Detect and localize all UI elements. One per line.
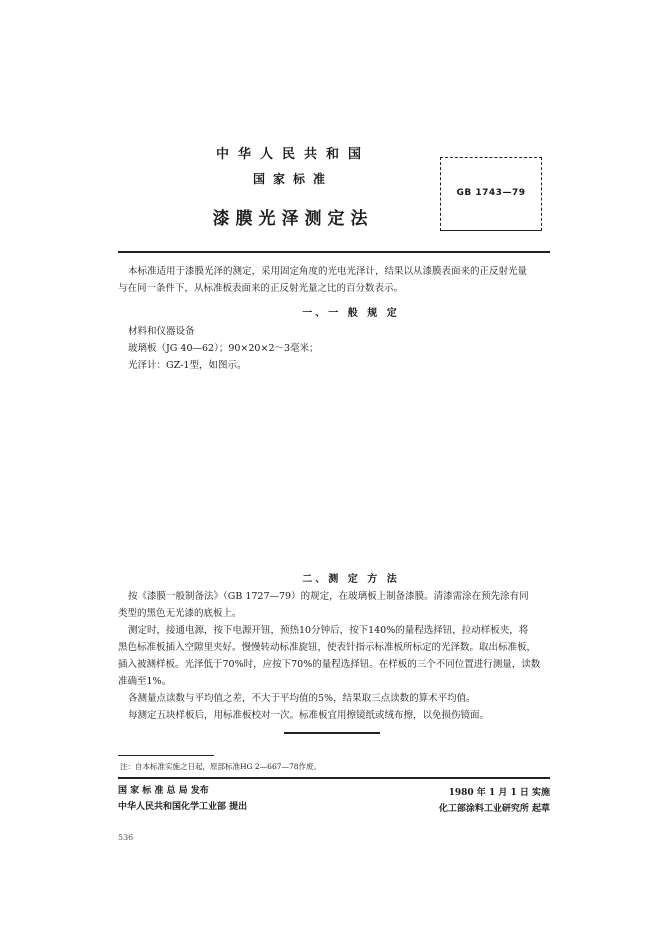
- section2-line: 准确至1%。: [118, 676, 172, 687]
- section1-item: 光泽计：GZ-1型，如图示。: [128, 360, 247, 371]
- section2-line: 插入被测样板。光泽低于70%时，应按下70%的量程选择钮。在样板的三个不同位置进行测量，读数: [118, 659, 541, 670]
- standard-code: GB 1743—79: [456, 188, 526, 198]
- page-number: 536: [118, 833, 134, 842]
- note: 注：自本标准实施之日起，原部标准HG 2—667—78作废。: [120, 762, 322, 771]
- note-rule: [118, 755, 214, 756]
- section2-line: 每测定五块样板后，用标准板校对一次。标准板宜用擦镜纸或绒布擦，以免损伤镜面。: [128, 710, 490, 721]
- section1-heading: 一、一 般 规 定: [302, 308, 400, 319]
- header-national-standard: 国家标准: [252, 172, 333, 186]
- footer-proposer: 中华人民共和国化学工业部 提出: [118, 802, 248, 812]
- end-rule: [284, 732, 380, 734]
- section1-item: 玻璃板（JG 40—62）；90×20×2～3毫米；: [128, 343, 319, 354]
- header-country: 中华人民共和国: [215, 147, 370, 162]
- footer-rule: [118, 777, 550, 779]
- section2-heading: 二、测 定 方 法: [302, 574, 400, 585]
- section2-line: 黑色标准板插入空隙里夹好。慢慢转动标准旋钮，使表针指示标准板所标定的光泽数。取出标准板，: [118, 642, 537, 653]
- footer-issuer: 国 家 标 准 总 局 发布: [118, 786, 209, 796]
- section2-line: 各测量点读数与平均值之差，不大于平均值的5%，结果取三点读数的算术平均值。: [128, 693, 476, 704]
- section2-line: 按《漆膜一般制备法》（GB 1727—79）的规定，在玻璃板上制备漆膜。清漆需涂在预先涂有同: [128, 591, 529, 602]
- section1-item: 材料和仪器设备: [128, 326, 195, 337]
- section2-line: 测定时，接通电源，按下电源开钮，预热10分钟后，按下140%的量程选择钮，拉动样板夹，将: [128, 625, 529, 636]
- footer-date: 1980 年 1 月 1 日 实施: [448, 788, 550, 798]
- intro-line-2: 与在同一条件下，从标准板表面来的正反射光量之比的百分数表示。: [118, 283, 404, 294]
- document-title: 漆膜光泽测定法: [212, 209, 374, 229]
- section2-line: 类型的黑色无光漆的底板上。: [118, 608, 242, 619]
- footer-drafter: 化工部涂料工业研究所 起草: [438, 804, 550, 814]
- standard-code-box: [440, 157, 542, 231]
- intro-line-1: 本标准适用于漆膜光泽的测定，采用固定角度的光电光泽计，结果以从漆膜表面来的正反射光量: [128, 266, 528, 277]
- header-rule: [118, 251, 550, 253]
